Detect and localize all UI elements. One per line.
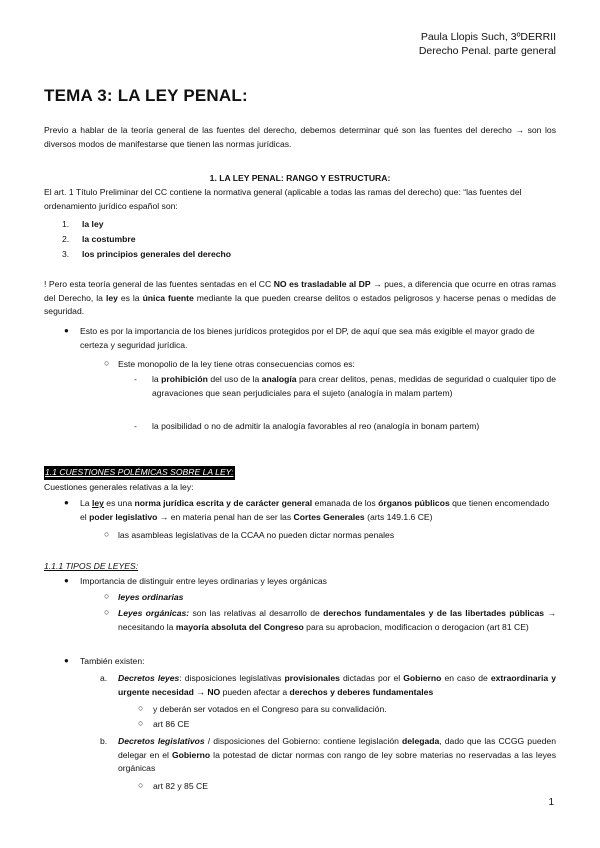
list-number: 3. <box>62 249 70 259</box>
bullet-text: También existen: <box>80 656 145 666</box>
list-number: 2. <box>62 234 70 244</box>
dash-icon: - <box>134 374 137 384</box>
page-number: 1 <box>548 797 554 808</box>
section1-heading: 1. LA LEY PENAL: RANGO Y ESTRUCTURA: <box>209 173 391 183</box>
circle-bullet-icon: ○ <box>104 591 110 601</box>
bullet-icon: ● <box>64 326 69 335</box>
bullet-icon: ● <box>64 498 69 507</box>
sub-bullet-text: art 86 CE <box>153 719 190 729</box>
bullet-icon: ● <box>64 576 69 585</box>
bullet-icon: ● <box>64 656 69 665</box>
section111-heading: 1.1.1 TIPOS DE LEYES: <box>44 561 139 571</box>
section1-paragraph: El art. 1 Título Preliminar del CC contiene la normativa general (aplicable a todas las ramas del derecho) que: “las fuentes del ordenamiento jurídico español son: <box>44 187 522 211</box>
sub-bullet-text: art 82 y 85 CE <box>153 781 208 791</box>
sub-bullet-text: y deberán ser votados en el Congreso para su convalidación. <box>153 704 387 714</box>
sub-bullet-text: leyes ordinarias <box>118 592 184 602</box>
page-title: TEMA 3: LA LEY PENAL: <box>44 86 248 105</box>
list-item: los principios generales del derecho <box>82 249 232 259</box>
circle-bullet-icon: ○ <box>104 358 110 368</box>
circle-bullet-icon: ○ <box>138 780 144 790</box>
sub-bullet-text: las asambleas legislativas de la CCAA no pueden dictar normas penales <box>118 530 395 540</box>
header-subject: Derecho Penal. parte general <box>418 45 556 57</box>
section11-heading: 1.1 CUESTIONES POLÉMICAS SOBRE LA LEY: <box>44 466 235 480</box>
list-letter: b. <box>100 736 108 746</box>
section11-paragraph: Cuestiones generales relativas a la ley: <box>44 482 194 492</box>
section1-paragraph-2: ! Pero esta teoría general de las fuentes sentadas en el CC NO es trasladable al DP → pues, a diferencia que ocurre en otras ramas del Derecho, la ley es la única fuente mediante la que pueden crearse delitos o estados peligrosos y hacerse penas o medidas de seguridad. <box>44 279 557 316</box>
circle-bullet-icon: ○ <box>138 703 144 713</box>
dash-icon: - <box>134 421 137 431</box>
sub-bullet-text: Leyes orgánicas: son las relativas al desarrollo de derechos fundamentales y de las libertades públicas → necesitando la mayoría absoluta del Congreso para su aprobacion, modificacion o derogacion (art 81 CE) <box>118 608 556 632</box>
bullet-text: Importancia de distinguir entre leyes ordinarias y leyes orgánicas <box>80 576 327 586</box>
page-header <box>419 30 556 58</box>
dash-text: la prohibición del uso de la analogía para crear delitos, penas, medidas de seguridad o cualquier tipo de agravaciones que sean perjudiciales para el sujeto (analogía in malam partem) <box>152 374 556 398</box>
list-number: 1. <box>62 219 70 229</box>
list-item: la ley <box>82 219 104 229</box>
list-item: Decretos legislativos / disposiciones del Gobierno: contiene legislación delegada, dado que las CCGG pueden delegar en el Gobierno la potestad de dictar normas con rango de ley sobre materias no reservadas a las leyes orgánicas <box>118 736 556 773</box>
dash-text: la posibilidad o no de admitir la analogía favorables al reo (analogía in bonam partem) <box>152 421 480 431</box>
circle-bullet-icon: ○ <box>104 529 110 539</box>
list-item: la costumbre <box>82 234 136 244</box>
list-letter: a. <box>100 673 108 683</box>
circle-bullet-icon: ○ <box>104 607 110 617</box>
circle-bullet-icon: ○ <box>138 718 144 728</box>
bullet-text: Esto es por la importancia de los bienes jurídicos protegidos por el DP, de aquí que sea más exigible el mayor grado de certeza y seguridad jurídica. <box>80 326 535 350</box>
intro-paragraph: Previo a hablar de la teoría general de las fuentes del derecho, debemos determinar qué son las fuentes del derecho → son los diversos modos de manifestarse que tienen las normas jurídicas. <box>44 125 556 149</box>
sub-bullet-text: Este monopolio de la ley tiene otras consecuencias comos es: <box>118 359 355 369</box>
list-item: Decretos leyes: disposiciones legislativas provisionales dictadas por el Gobierno en caso de extraordinaria y urgente necesidad → NO pueden afectar a derechos y deberes fundamentales <box>118 673 556 697</box>
bullet-text: La ley es una norma jurídica escrita y de carácter general emanada de los órganos públicos que tienen encomendado el poder legislativo → en materia penal han de ser las Cortes Generales (arts 149.1.6 CE) <box>80 498 550 522</box>
header-author: Paula Llopis Such, 3ºDERRII <box>420 31 556 43</box>
